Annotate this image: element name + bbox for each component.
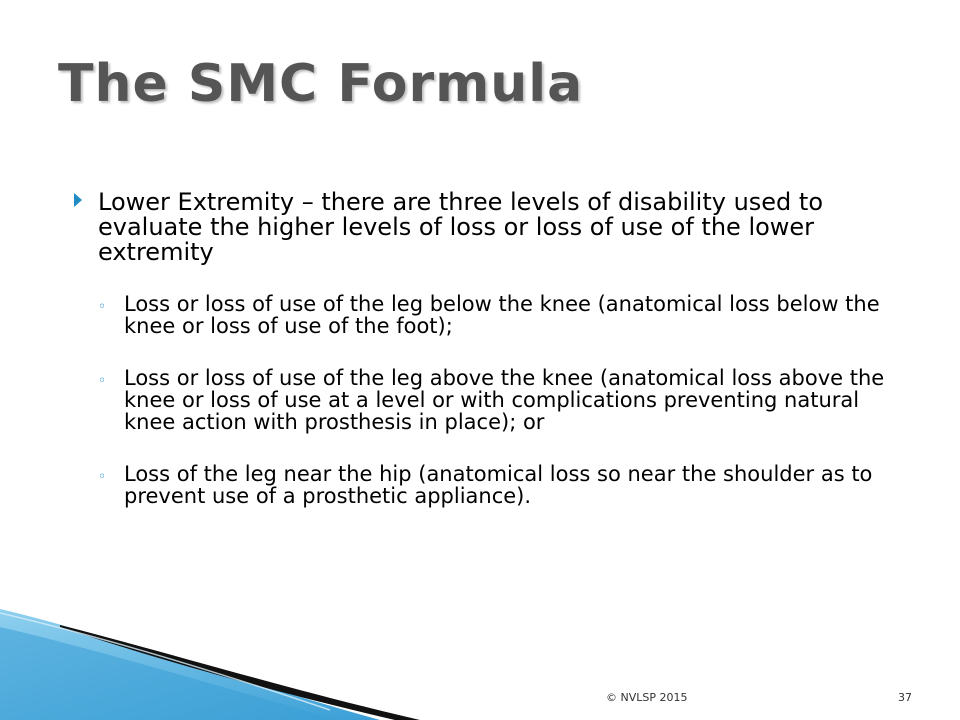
main-bullet-text: Lower Extremity – there are three levels of disability used to evaluate the higher levels of loss or loss of use of the lower extremity: [98, 188, 824, 266]
circle-bullet-icon: ◦: [98, 299, 107, 315]
page-number: 37: [898, 691, 912, 704]
sub-bullet-text: Loss or loss of use of the leg below the knee (anatomical loss below the knee or loss of use of the foot);: [124, 292, 880, 338]
sub-bullet-item: [98, 367, 910, 433]
circle-bullet-icon: ◦: [98, 373, 107, 389]
sub-bullet-list: [70, 293, 910, 507]
sub-bullet-item: [98, 293, 910, 337]
circle-bullet-icon: ◦: [98, 469, 107, 485]
decorative-wave-graphic: [0, 605, 420, 720]
triangle-bullet-icon: [74, 193, 82, 207]
slide-body: [70, 190, 910, 537]
sub-bullet-item: [98, 463, 910, 507]
main-bullet: [70, 190, 910, 265]
copyright-footer: © NVLSP 2015: [606, 691, 688, 704]
sub-bullet-text: Loss of the leg near the hip (anatomical loss so near the shoulder as to prevent use of a prosthetic appliance).: [124, 462, 873, 508]
sub-bullet-text: Loss or loss of use of the leg above the knee (anatomical loss above the knee or loss of use at a level or with complications preventing natural knee action with prosthesis in place); or: [124, 366, 885, 434]
slide-title: The SMC Formula: [58, 54, 584, 114]
